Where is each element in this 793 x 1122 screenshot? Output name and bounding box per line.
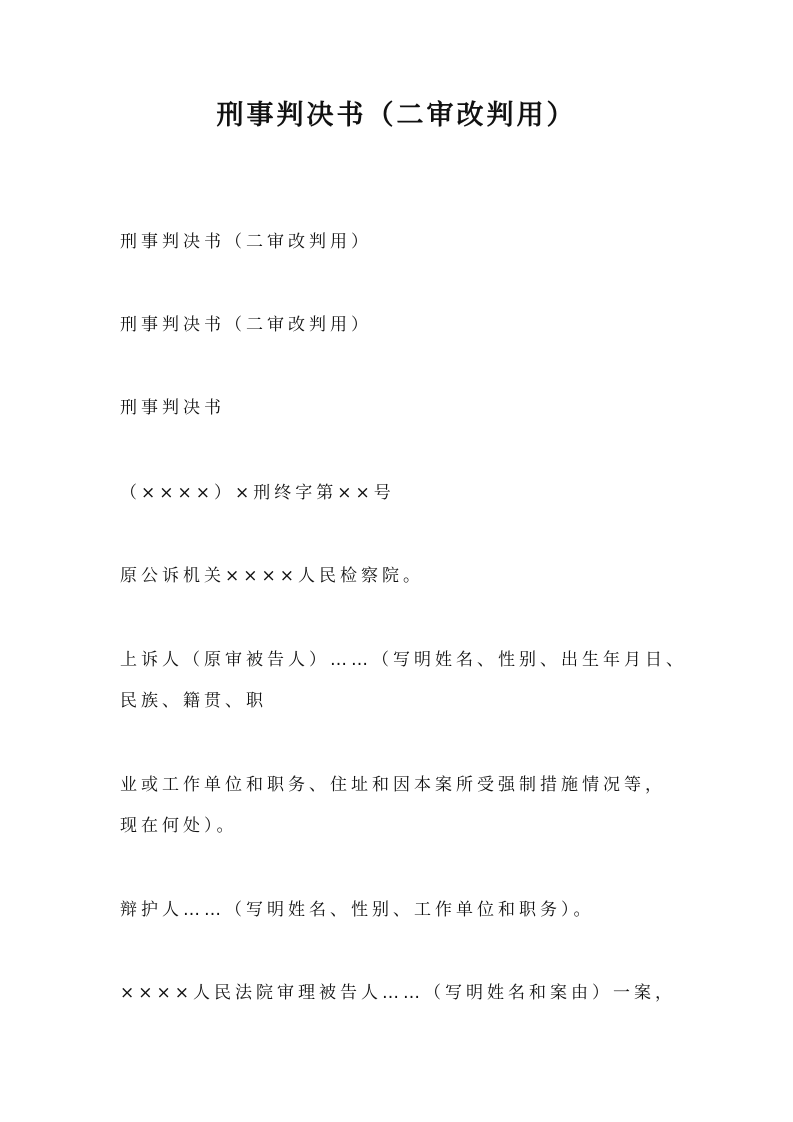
text-line: 刑事判决书（二审改判用） [120, 232, 372, 252]
case-number-line: （××××）×刑终字第××号 [120, 483, 395, 503]
text-line: 民族、籍贯、职 [120, 691, 267, 711]
text-line: 业或工作单位和职务、住址和因本案所受强制措施情况等， [120, 775, 666, 795]
text-line: 辩护人……（写明姓名、性别、工作单位和职务）。 [120, 900, 595, 920]
text-line: ××××人民法院审理被告人……（写明姓名和案由）一案， [120, 983, 676, 1003]
document-title: 刑事判决书（二审改判用） [216, 100, 577, 131]
text-line: 现在何处）。 [120, 816, 238, 836]
text-line: 原公诉机关××××人民检察院。 [120, 566, 424, 586]
text-line: 上诉人（原审被告人）……（写明姓名、性别、出生年月日、 [120, 650, 687, 670]
text-line: 刑事判决书 [120, 398, 225, 418]
text-line: 刑事判决书（二审改判用） [120, 315, 372, 335]
